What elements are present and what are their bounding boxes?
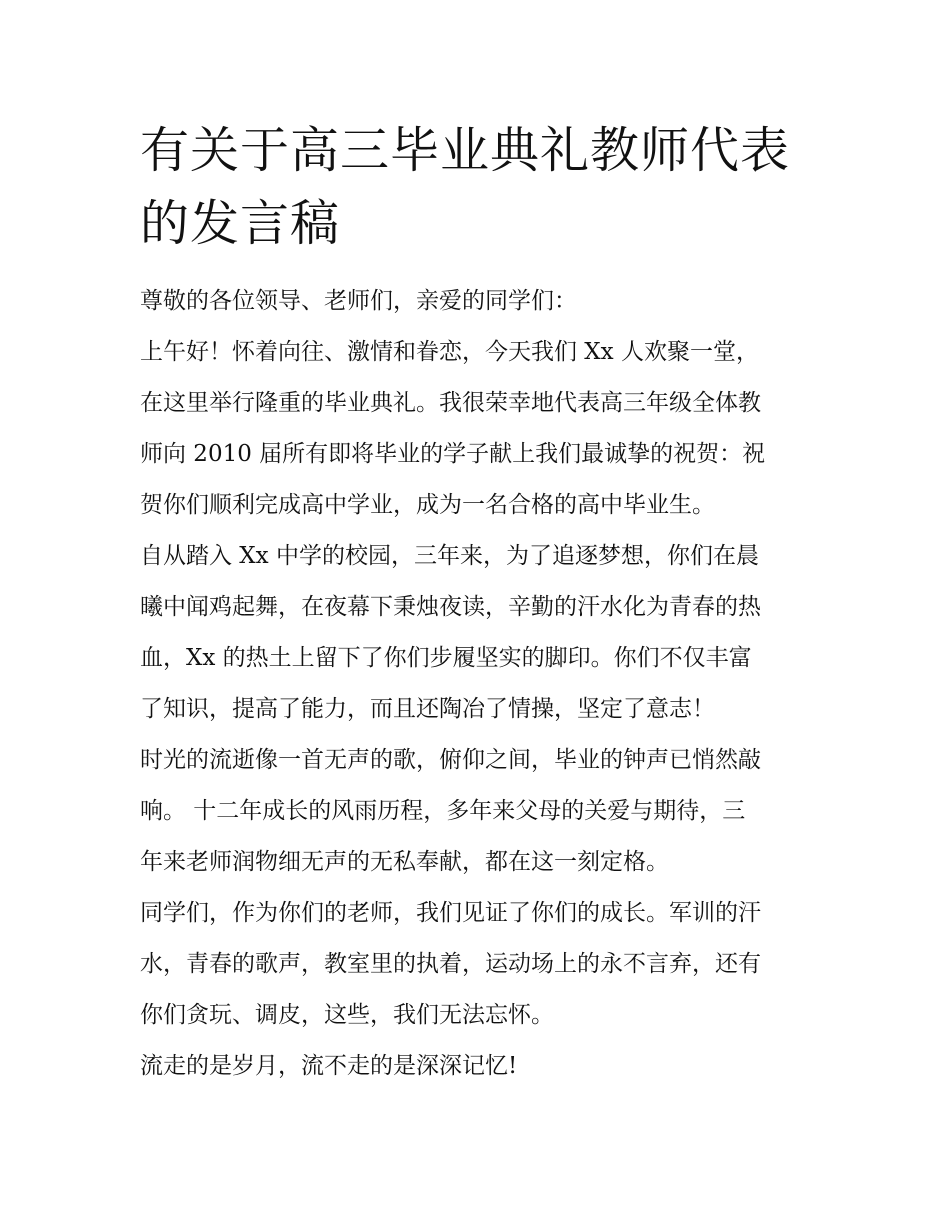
text-line: 同学们，作为你们的老师，我们见证了你们的成长。军训的汗: [140, 900, 761, 926]
paragraph-witness-growth: [140, 888, 840, 1041]
document-title: [140, 114, 820, 260]
title-line: 的发言稿: [140, 195, 341, 252]
text-line: 了知识，提高了能力，而且还陶冶了情操，坚定了意志！: [140, 696, 715, 722]
text-line: 流走的是岁月，流不走的是深深记忆!: [140, 1053, 518, 1079]
text-line: 上午好！怀着向往、激情和眷恋，今天我们 Xx 人欢聚一堂，: [140, 339, 759, 365]
text-line: 曦中闻鸡起舞，在夜幕下秉烛夜读，辛勤的汗水化为青春的热: [140, 594, 761, 620]
text-line: 贺你们顺利完成高中学业，成为一名合格的高中毕业生。: [140, 492, 715, 518]
title-line: 有关于高三毕业典礼教师代表: [140, 122, 791, 179]
text-line: 响。 十二年成长的风雨历程，多年来父母的关爱与期待，三: [140, 798, 746, 824]
text-line: 血，Xx 的热土上留下了你们步履坚实的脚印。你们不仅丰富: [140, 645, 752, 671]
text-line: 师向 2010 届所有即将毕业的学子献上我们最诚挚的祝贺：祝: [140, 441, 766, 467]
text-line: 时光的流逝像一首无声的歌，俯仰之间，毕业的钟声已悄然敲: [140, 747, 761, 773]
text-line: 水，青春的歌声，教室里的执着，运动场上的永不言弃，还有: [140, 951, 761, 977]
text-line: 尊敬的各位领导、老师们，亲爱的同学们：: [140, 288, 577, 314]
paragraph-memories: [140, 1041, 840, 1092]
text-line: 你们贪玩、调皮，这些，我们无法忘怀。: [140, 1002, 554, 1028]
paragraph-salutation: [140, 276, 840, 327]
paragraph-greeting: [140, 327, 840, 531]
paragraph-time-passing: [140, 735, 840, 888]
text-line: 年来老师润物细无声的无私奉献，都在这一刻定格。: [140, 849, 669, 875]
text-line: 在这里举行隆重的毕业典礼。我很荣幸地代表高三年级全体教: [140, 390, 761, 416]
paragraph-school-years: [140, 531, 840, 735]
document-body: [140, 276, 840, 1092]
text-line: 自从踏入 Xx 中学的校园，三年来，为了追逐梦想，你们在晨: [140, 543, 759, 569]
